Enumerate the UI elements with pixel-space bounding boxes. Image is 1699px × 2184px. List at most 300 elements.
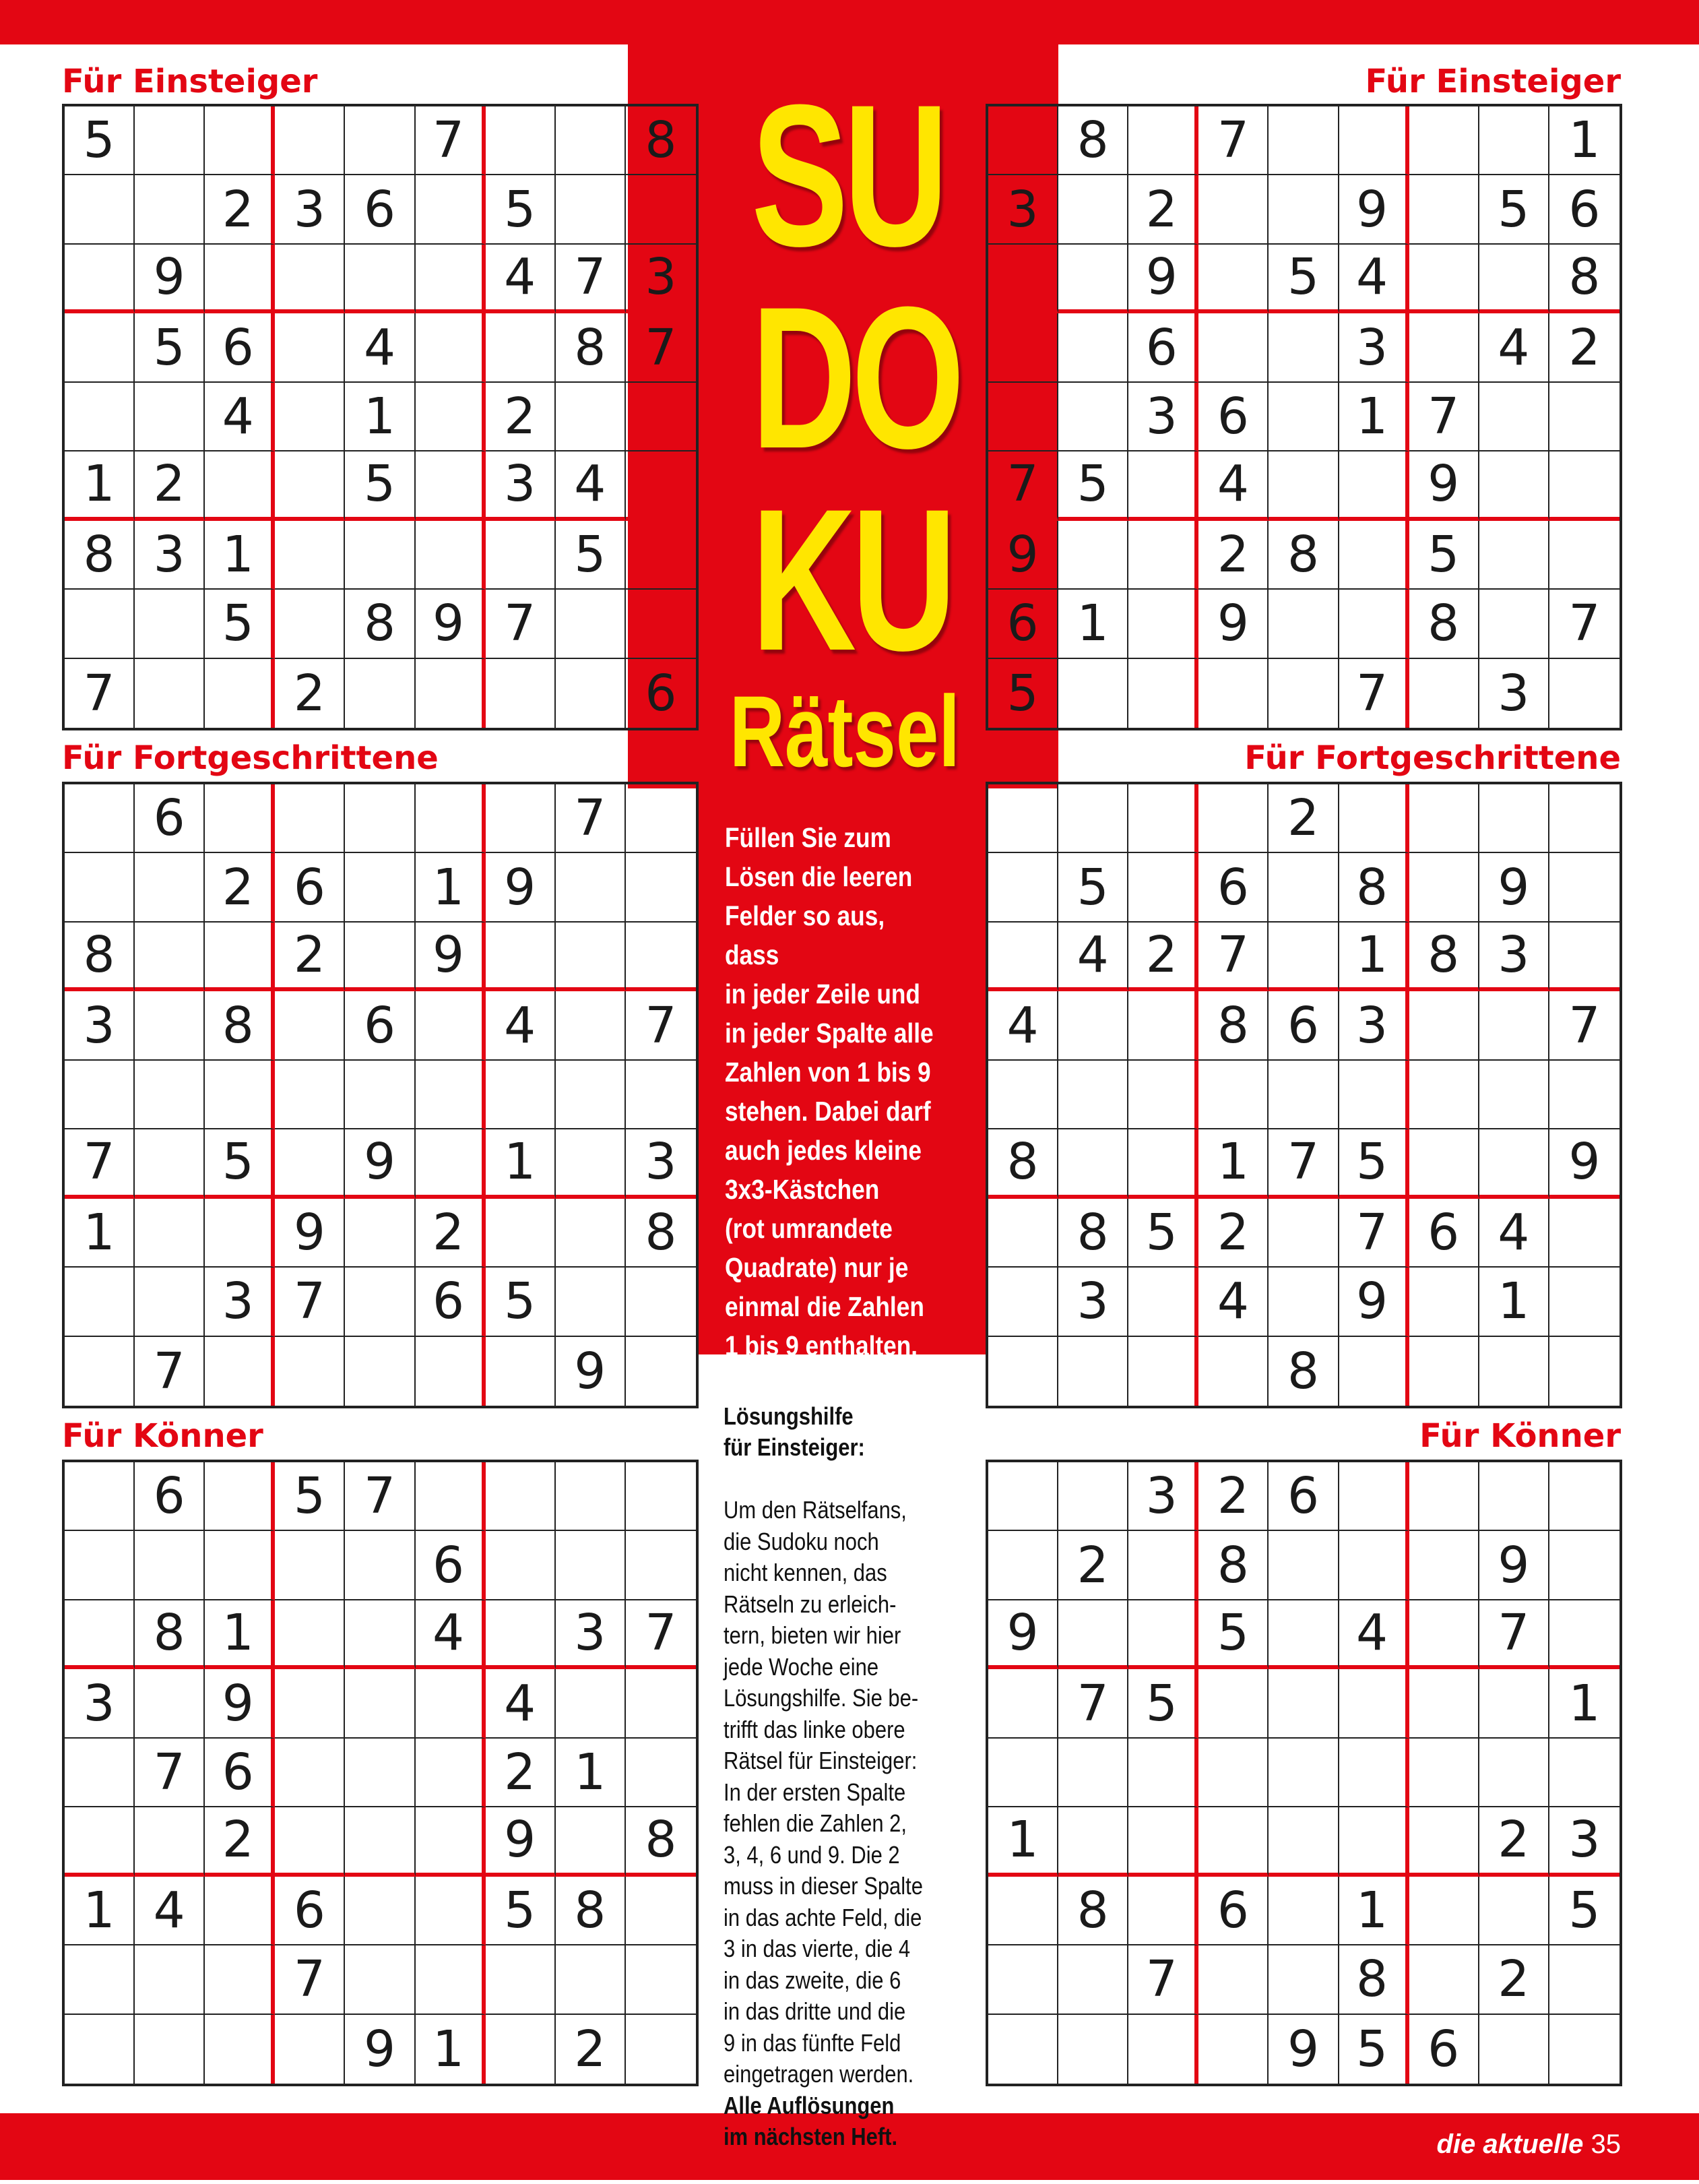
sudoku-cell[interactable]: 4 bbox=[988, 991, 1058, 1060]
sudoku-cell[interactable] bbox=[65, 590, 135, 658]
sudoku-cell[interactable]: 6 bbox=[1128, 313, 1198, 382]
sudoku-cell[interactable] bbox=[1269, 451, 1339, 520]
sudoku-cell[interactable]: 9 bbox=[988, 1600, 1058, 1669]
sudoku-cell[interactable] bbox=[275, 991, 345, 1060]
sudoku-cell[interactable]: 2 bbox=[1269, 784, 1339, 853]
sudoku-cell[interactable] bbox=[416, 451, 486, 520]
sudoku-cell[interactable]: 4 bbox=[556, 451, 626, 520]
sudoku-cell[interactable]: 7 bbox=[556, 784, 626, 853]
sudoku-cell[interactable] bbox=[1409, 1061, 1479, 1129]
sudoku-cell[interactable]: 4 bbox=[416, 1600, 486, 1669]
sudoku-cell[interactable] bbox=[1479, 2015, 1549, 2084]
sudoku-cell[interactable]: 4 bbox=[486, 245, 556, 313]
sudoku-cell[interactable] bbox=[556, 1199, 626, 1268]
sudoku-cell[interactable] bbox=[1198, 2015, 1269, 2084]
sudoku-cell[interactable] bbox=[1269, 853, 1339, 922]
sudoku-cell[interactable]: 8 bbox=[205, 991, 275, 1060]
sudoku-cell[interactable] bbox=[1339, 1462, 1409, 1531]
sudoku-cell[interactable] bbox=[135, 1945, 205, 2014]
sudoku-cell[interactable]: 2 bbox=[556, 2015, 626, 2084]
sudoku-cell[interactable] bbox=[345, 1945, 415, 2014]
sudoku-cell[interactable] bbox=[1269, 590, 1339, 658]
sudoku-cell[interactable] bbox=[416, 784, 486, 853]
sudoku-cell[interactable]: 1 bbox=[1058, 590, 1128, 658]
sudoku-cell[interactable] bbox=[135, 590, 205, 658]
sudoku-cell[interactable] bbox=[345, 521, 415, 590]
sudoku-cell[interactable]: 7 bbox=[1409, 383, 1479, 451]
sudoku-cell[interactable]: 5 bbox=[1339, 2015, 1409, 2084]
sudoku-cell[interactable]: 7 bbox=[988, 451, 1058, 520]
sudoku-cell[interactable] bbox=[275, 1531, 345, 1600]
sudoku-cell[interactable] bbox=[626, 451, 696, 520]
sudoku-cell[interactable]: 8 bbox=[1198, 1531, 1269, 1600]
sudoku-cell[interactable] bbox=[345, 1199, 415, 1268]
sudoku-cell[interactable] bbox=[486, 1531, 556, 1600]
sudoku-cell[interactable] bbox=[416, 1061, 486, 1129]
sudoku-cell[interactable]: 6 bbox=[1549, 175, 1620, 244]
sudoku-cell[interactable] bbox=[486, 1061, 556, 1129]
sudoku-cell[interactable] bbox=[988, 1061, 1058, 1129]
sudoku-cell[interactable] bbox=[205, 659, 275, 728]
sudoku-cell[interactable] bbox=[205, 1061, 275, 1129]
sudoku-cell[interactable] bbox=[626, 853, 696, 922]
sudoku-cell[interactable] bbox=[1549, 1531, 1620, 1600]
sudoku-cell[interactable] bbox=[626, 1061, 696, 1129]
sudoku-cell[interactable]: 3 bbox=[205, 1268, 275, 1336]
sudoku-cell[interactable] bbox=[626, 2015, 696, 2084]
sudoku-cell[interactable] bbox=[1409, 245, 1479, 313]
sudoku-cell[interactable] bbox=[1269, 1061, 1339, 1129]
sudoku-cell[interactable]: 9 bbox=[416, 923, 486, 991]
sudoku-cell[interactable]: 8 bbox=[135, 1600, 205, 1669]
sudoku-cell[interactable]: 9 bbox=[416, 590, 486, 658]
sudoku-cell[interactable] bbox=[626, 923, 696, 991]
sudoku-cell[interactable] bbox=[1058, 991, 1128, 1060]
sudoku-cell[interactable]: 6 bbox=[1269, 991, 1339, 1060]
sudoku-cell[interactable]: 6 bbox=[1409, 1199, 1479, 1268]
sudoku-cell[interactable]: 8 bbox=[1339, 853, 1409, 922]
sudoku-cell[interactable]: 6 bbox=[135, 784, 205, 853]
sudoku-cell[interactable] bbox=[205, 923, 275, 991]
sudoku-cell[interactable] bbox=[416, 1129, 486, 1198]
sudoku-cell[interactable]: 2 bbox=[275, 659, 345, 728]
sudoku-cell[interactable]: 4 bbox=[205, 383, 275, 451]
sudoku-cell[interactable]: 2 bbox=[486, 1739, 556, 1807]
sudoku-cell[interactable] bbox=[275, 1129, 345, 1198]
sudoku-cell[interactable]: 2 bbox=[1198, 1199, 1269, 1268]
sudoku-cell[interactable] bbox=[65, 1600, 135, 1669]
sudoku-cell[interactable] bbox=[275, 1807, 345, 1876]
sudoku-cell[interactable] bbox=[626, 1462, 696, 1531]
sudoku-cell[interactable] bbox=[65, 175, 135, 244]
sudoku-cell[interactable]: 1 bbox=[1479, 1268, 1549, 1336]
sudoku-cell[interactable]: 5 bbox=[486, 1877, 556, 1945]
sudoku-cell[interactable]: 7 bbox=[556, 245, 626, 313]
sudoku-cell[interactable] bbox=[345, 1268, 415, 1336]
sudoku-cell[interactable] bbox=[626, 1669, 696, 1738]
sudoku-cell[interactable]: 8 bbox=[556, 1877, 626, 1945]
sudoku-cell[interactable] bbox=[1409, 175, 1479, 244]
sudoku-cell[interactable] bbox=[345, 1061, 415, 1129]
sudoku-cell[interactable]: 5 bbox=[1058, 451, 1128, 520]
sudoku-cell[interactable] bbox=[1339, 1669, 1409, 1738]
sudoku-cell[interactable] bbox=[65, 853, 135, 922]
sudoku-cell[interactable]: 6 bbox=[1198, 853, 1269, 922]
sudoku-cell[interactable] bbox=[1479, 1462, 1549, 1531]
sudoku-cell[interactable] bbox=[65, 2015, 135, 2084]
sudoku-cell[interactable] bbox=[135, 2015, 205, 2084]
sudoku-cell[interactable]: 2 bbox=[205, 1807, 275, 1876]
sudoku-cell[interactable]: 6 bbox=[988, 590, 1058, 658]
sudoku-cell[interactable] bbox=[345, 1877, 415, 1945]
sudoku-cell[interactable] bbox=[1198, 659, 1269, 728]
sudoku-cell[interactable]: 3 bbox=[1479, 659, 1549, 728]
sudoku-cell[interactable] bbox=[1409, 1462, 1479, 1531]
sudoku-cell[interactable] bbox=[988, 383, 1058, 451]
sudoku-cell[interactable] bbox=[1549, 659, 1620, 728]
sudoku-cell[interactable] bbox=[205, 1199, 275, 1268]
sudoku-cell[interactable]: 3 bbox=[626, 1129, 696, 1198]
sudoku-cell[interactable]: 1 bbox=[205, 521, 275, 590]
sudoku-cell[interactable] bbox=[345, 1807, 415, 1876]
sudoku-cell[interactable]: 7 bbox=[345, 1462, 415, 1531]
sudoku-cell[interactable]: 6 bbox=[1198, 1877, 1269, 1945]
sudoku-cell[interactable]: 5 bbox=[1198, 1600, 1269, 1669]
sudoku-cell[interactable]: 8 bbox=[1058, 1199, 1128, 1268]
sudoku-cell[interactable] bbox=[1128, 2015, 1198, 2084]
sudoku-cell[interactable] bbox=[1058, 1462, 1128, 1531]
sudoku-cell[interactable] bbox=[1198, 245, 1269, 313]
sudoku-cell[interactable] bbox=[416, 175, 486, 244]
sudoku-cell[interactable] bbox=[1128, 1600, 1198, 1669]
sudoku-cell[interactable]: 4 bbox=[1479, 1199, 1549, 1268]
sudoku-cell[interactable]: 6 bbox=[205, 1739, 275, 1807]
sudoku-cell[interactable]: 3 bbox=[1339, 991, 1409, 1060]
sudoku-cell[interactable] bbox=[135, 106, 205, 175]
sudoku-cell[interactable] bbox=[135, 1129, 205, 1198]
sudoku-cell[interactable] bbox=[626, 521, 696, 590]
sudoku-cell[interactable] bbox=[988, 923, 1058, 991]
sudoku-cell[interactable]: 9 bbox=[556, 1337, 626, 1406]
sudoku-cell[interactable]: 5 bbox=[486, 1268, 556, 1336]
sudoku-cell[interactable]: 9 bbox=[345, 2015, 415, 2084]
sudoku-cell[interactable] bbox=[1269, 1669, 1339, 1738]
sudoku-cell[interactable]: 4 bbox=[486, 991, 556, 1060]
sudoku-cell[interactable] bbox=[65, 1462, 135, 1531]
sudoku-cell[interactable] bbox=[1269, 1739, 1339, 1807]
sudoku-cell[interactable] bbox=[1549, 784, 1620, 853]
sudoku-cell[interactable] bbox=[1058, 1337, 1128, 1406]
sudoku-cell[interactable] bbox=[1058, 245, 1128, 313]
sudoku-cell[interactable] bbox=[1339, 106, 1409, 175]
sudoku-cell[interactable] bbox=[416, 1945, 486, 2014]
sudoku-cell[interactable] bbox=[135, 1807, 205, 1876]
sudoku-cell[interactable] bbox=[1479, 1129, 1549, 1198]
sudoku-cell[interactable]: 7 bbox=[275, 1268, 345, 1336]
sudoku-cell[interactable]: 9 bbox=[205, 1669, 275, 1738]
sudoku-cell[interactable] bbox=[135, 659, 205, 728]
sudoku-cell[interactable] bbox=[1058, 659, 1128, 728]
sudoku-cell[interactable]: 5 bbox=[1479, 175, 1549, 244]
sudoku-cell[interactable]: 9 bbox=[1339, 1268, 1409, 1336]
sudoku-cell[interactable] bbox=[345, 659, 415, 728]
sudoku-cell[interactable]: 6 bbox=[205, 313, 275, 382]
sudoku-cell[interactable] bbox=[556, 1669, 626, 1738]
sudoku-cell[interactable] bbox=[1198, 313, 1269, 382]
sudoku-cell[interactable]: 4 bbox=[1339, 1600, 1409, 1669]
sudoku-cell[interactable] bbox=[1549, 1739, 1620, 1807]
sudoku-cell[interactable] bbox=[345, 1337, 415, 1406]
sudoku-cell[interactable] bbox=[988, 1945, 1058, 2014]
sudoku-cell[interactable] bbox=[345, 1531, 415, 1600]
sudoku-cell[interactable]: 2 bbox=[205, 853, 275, 922]
sudoku-cell[interactable] bbox=[486, 1337, 556, 1406]
sudoku-cell[interactable]: 2 bbox=[1128, 923, 1198, 991]
sudoku-cell[interactable]: 2 bbox=[486, 383, 556, 451]
sudoku-cell[interactable]: 1 bbox=[345, 383, 415, 451]
sudoku-cell[interactable] bbox=[1269, 1199, 1339, 1268]
sudoku-cell[interactable]: 5 bbox=[1339, 1129, 1409, 1198]
sudoku-cell[interactable] bbox=[626, 175, 696, 244]
sudoku-cell[interactable] bbox=[626, 1739, 696, 1807]
sudoku-cell[interactable] bbox=[626, 784, 696, 853]
sudoku-cell[interactable]: 3 bbox=[1128, 383, 1198, 451]
sudoku-cell[interactable] bbox=[1269, 313, 1339, 382]
sudoku-cell[interactable] bbox=[626, 1268, 696, 1336]
sudoku-cell[interactable] bbox=[416, 659, 486, 728]
sudoku-cell[interactable]: 4 bbox=[1058, 923, 1128, 991]
sudoku-cell[interactable] bbox=[1128, 1129, 1198, 1198]
sudoku-cell[interactable] bbox=[486, 1600, 556, 1669]
sudoku-cell[interactable]: 5 bbox=[1409, 521, 1479, 590]
sudoku-cell[interactable] bbox=[416, 1877, 486, 1945]
sudoku-cell[interactable]: 6 bbox=[275, 853, 345, 922]
sudoku-cell[interactable] bbox=[135, 923, 205, 991]
sudoku-cell[interactable] bbox=[65, 1945, 135, 2014]
sudoku-cell[interactable]: 4 bbox=[1198, 1268, 1269, 1336]
sudoku-cell[interactable]: 5 bbox=[1549, 1877, 1620, 1945]
sudoku-cell[interactable] bbox=[486, 659, 556, 728]
sudoku-cell[interactable]: 9 bbox=[1269, 2015, 1339, 2084]
sudoku-cell[interactable]: 6 bbox=[1409, 2015, 1479, 2084]
sudoku-cell[interactable] bbox=[1409, 991, 1479, 1060]
sudoku-cell[interactable] bbox=[1409, 1531, 1479, 1600]
sudoku-cell[interactable]: 2 bbox=[1058, 1531, 1128, 1600]
sudoku-cell[interactable]: 5 bbox=[988, 659, 1058, 728]
sudoku-cell[interactable] bbox=[1269, 1531, 1339, 1600]
sudoku-cell[interactable]: 5 bbox=[1058, 853, 1128, 922]
sudoku-cell[interactable]: 9 bbox=[275, 1199, 345, 1268]
sudoku-cell[interactable]: 3 bbox=[275, 175, 345, 244]
sudoku-cell[interactable] bbox=[135, 1669, 205, 1738]
sudoku-cell[interactable] bbox=[486, 521, 556, 590]
sudoku-cell[interactable]: 8 bbox=[1198, 991, 1269, 1060]
sudoku-cell[interactable]: 1 bbox=[1339, 1877, 1409, 1945]
sudoku-cell[interactable] bbox=[1128, 784, 1198, 853]
sudoku-cell[interactable] bbox=[1128, 659, 1198, 728]
sudoku-cell[interactable] bbox=[1269, 923, 1339, 991]
sudoku-cell[interactable]: 9 bbox=[1479, 1531, 1549, 1600]
sudoku-cell[interactable] bbox=[1409, 1129, 1479, 1198]
sudoku-cell[interactable] bbox=[345, 1739, 415, 1807]
sudoku-cell[interactable]: 5 bbox=[556, 521, 626, 590]
sudoku-cell[interactable] bbox=[1058, 1600, 1128, 1669]
sudoku-cell[interactable]: 3 bbox=[626, 245, 696, 313]
sudoku-cell[interactable] bbox=[65, 1061, 135, 1129]
sudoku-cell[interactable] bbox=[1339, 1337, 1409, 1406]
sudoku-cell[interactable] bbox=[135, 175, 205, 244]
sudoku-cell[interactable] bbox=[1269, 106, 1339, 175]
sudoku-cell[interactable] bbox=[345, 784, 415, 853]
sudoku-cell[interactable] bbox=[1409, 106, 1479, 175]
sudoku-cell[interactable]: 8 bbox=[556, 313, 626, 382]
sudoku-cell[interactable] bbox=[275, 1061, 345, 1129]
sudoku-cell[interactable] bbox=[988, 1669, 1058, 1738]
sudoku-cell[interactable]: 6 bbox=[345, 991, 415, 1060]
sudoku-cell[interactable] bbox=[1269, 1600, 1339, 1669]
sudoku-cell[interactable] bbox=[1058, 2015, 1128, 2084]
sudoku-cell[interactable] bbox=[486, 106, 556, 175]
sudoku-cell[interactable] bbox=[205, 2015, 275, 2084]
sudoku-cell[interactable]: 1 bbox=[65, 451, 135, 520]
sudoku-cell[interactable]: 8 bbox=[1058, 1877, 1128, 1945]
sudoku-cell[interactable] bbox=[556, 659, 626, 728]
sudoku-cell[interactable] bbox=[486, 923, 556, 991]
sudoku-cell[interactable] bbox=[275, 383, 345, 451]
sudoku-cell[interactable] bbox=[1409, 784, 1479, 853]
sudoku-cell[interactable] bbox=[1198, 1945, 1269, 2014]
sudoku-cell[interactable] bbox=[1479, 521, 1549, 590]
sudoku-cell[interactable]: 8 bbox=[626, 1807, 696, 1876]
sudoku-cell[interactable] bbox=[626, 1945, 696, 2014]
sudoku-cell[interactable] bbox=[275, 451, 345, 520]
sudoku-cell[interactable] bbox=[135, 1199, 205, 1268]
sudoku-cell[interactable]: 1 bbox=[486, 1129, 556, 1198]
sudoku-cell[interactable] bbox=[988, 313, 1058, 382]
sudoku-cell[interactable] bbox=[1269, 1945, 1339, 2014]
sudoku-cell[interactable] bbox=[205, 1877, 275, 1945]
sudoku-cell[interactable] bbox=[1339, 1807, 1409, 1876]
sudoku-cell[interactable]: 7 bbox=[275, 1945, 345, 2014]
sudoku-cell[interactable]: 2 bbox=[1198, 521, 1269, 590]
sudoku-cell[interactable] bbox=[416, 1337, 486, 1406]
sudoku-cell[interactable] bbox=[1479, 106, 1549, 175]
sudoku-cell[interactable] bbox=[1409, 853, 1479, 922]
sudoku-cell[interactable]: 1 bbox=[65, 1877, 135, 1945]
sudoku-cell[interactable] bbox=[416, 1739, 486, 1807]
sudoku-cell[interactable] bbox=[135, 1531, 205, 1600]
sudoku-cell[interactable]: 7 bbox=[1269, 1129, 1339, 1198]
sudoku-cell[interactable]: 1 bbox=[416, 2015, 486, 2084]
sudoku-cell[interactable] bbox=[988, 1268, 1058, 1336]
sudoku-cell[interactable] bbox=[345, 853, 415, 922]
sudoku-cell[interactable]: 3 bbox=[1479, 923, 1549, 991]
sudoku-cell[interactable] bbox=[1198, 784, 1269, 853]
sudoku-cell[interactable] bbox=[1058, 1739, 1128, 1807]
sudoku-cell[interactable] bbox=[1128, 1531, 1198, 1600]
sudoku-cell[interactable] bbox=[1409, 313, 1479, 382]
sudoku-cell[interactable] bbox=[1269, 1268, 1339, 1336]
sudoku-cell[interactable]: 8 bbox=[345, 590, 415, 658]
sudoku-cell[interactable]: 6 bbox=[275, 1877, 345, 1945]
sudoku-cell[interactable]: 5 bbox=[1128, 1669, 1198, 1738]
sudoku-cell[interactable] bbox=[416, 245, 486, 313]
sudoku-cell[interactable] bbox=[556, 1462, 626, 1531]
sudoku-cell[interactable]: 2 bbox=[1128, 175, 1198, 244]
sudoku-cell[interactable] bbox=[345, 1669, 415, 1738]
sudoku-cell[interactable] bbox=[275, 1669, 345, 1738]
sudoku-cell[interactable] bbox=[556, 590, 626, 658]
sudoku-cell[interactable] bbox=[556, 1061, 626, 1129]
sudoku-cell[interactable]: 3 bbox=[1128, 1462, 1198, 1531]
sudoku-cell[interactable] bbox=[626, 383, 696, 451]
sudoku-cell[interactable]: 8 bbox=[626, 106, 696, 175]
sudoku-cell[interactable] bbox=[988, 1877, 1058, 1945]
sudoku-cell[interactable] bbox=[416, 313, 486, 382]
sudoku-cell[interactable] bbox=[1479, 1337, 1549, 1406]
sudoku-cell[interactable] bbox=[556, 1945, 626, 2014]
sudoku-cell[interactable] bbox=[1479, 1739, 1549, 1807]
sudoku-cell[interactable]: 2 bbox=[275, 923, 345, 991]
sudoku-cell[interactable] bbox=[556, 853, 626, 922]
sudoku-cell[interactable] bbox=[486, 2015, 556, 2084]
sudoku-cell[interactable]: 1 bbox=[1198, 1129, 1269, 1198]
sudoku-cell[interactable]: 1 bbox=[205, 1600, 275, 1669]
sudoku-cell[interactable] bbox=[1058, 383, 1128, 451]
sudoku-cell[interactable] bbox=[1479, 991, 1549, 1060]
sudoku-cell[interactable]: 8 bbox=[1269, 1337, 1339, 1406]
sudoku-cell[interactable]: 7 bbox=[65, 659, 135, 728]
sudoku-cell[interactable]: 4 bbox=[1339, 245, 1409, 313]
sudoku-cell[interactable] bbox=[65, 1807, 135, 1876]
sudoku-cell[interactable]: 6 bbox=[1198, 383, 1269, 451]
sudoku-cell[interactable] bbox=[556, 1129, 626, 1198]
sudoku-cell[interactable] bbox=[416, 1807, 486, 1876]
sudoku-cell[interactable] bbox=[988, 106, 1058, 175]
sudoku-cell[interactable] bbox=[1269, 175, 1339, 244]
sudoku-cell[interactable] bbox=[205, 106, 275, 175]
sudoku-cell[interactable] bbox=[1128, 1877, 1198, 1945]
sudoku-cell[interactable] bbox=[1409, 1600, 1479, 1669]
sudoku-cell[interactable] bbox=[1058, 784, 1128, 853]
sudoku-cell[interactable] bbox=[1269, 1807, 1339, 1876]
sudoku-cell[interactable] bbox=[1198, 175, 1269, 244]
sudoku-cell[interactable] bbox=[1549, 2015, 1620, 2084]
sudoku-cell[interactable]: 1 bbox=[1339, 383, 1409, 451]
sudoku-cell[interactable] bbox=[275, 590, 345, 658]
sudoku-cell[interactable] bbox=[556, 1807, 626, 1876]
sudoku-cell[interactable]: 3 bbox=[1339, 313, 1409, 382]
sudoku-cell[interactable]: 9 bbox=[1549, 1129, 1620, 1198]
sudoku-cell[interactable]: 2 bbox=[1549, 313, 1620, 382]
sudoku-cell[interactable] bbox=[1479, 1669, 1549, 1738]
sudoku-cell[interactable]: 2 bbox=[1198, 1462, 1269, 1531]
sudoku-cell[interactable] bbox=[1128, 991, 1198, 1060]
sudoku-cell[interactable] bbox=[135, 853, 205, 922]
sudoku-cell[interactable] bbox=[1128, 1268, 1198, 1336]
sudoku-cell[interactable] bbox=[988, 1199, 1058, 1268]
sudoku-cell[interactable] bbox=[65, 245, 135, 313]
sudoku-cell[interactable]: 7 bbox=[626, 313, 696, 382]
sudoku-cell[interactable]: 8 bbox=[1409, 923, 1479, 991]
sudoku-cell[interactable] bbox=[135, 991, 205, 1060]
sudoku-cell[interactable] bbox=[1198, 1807, 1269, 1876]
sudoku-cell[interactable] bbox=[345, 1600, 415, 1669]
sudoku-cell[interactable] bbox=[275, 106, 345, 175]
sudoku-cell[interactable] bbox=[1339, 590, 1409, 658]
sudoku-cell[interactable]: 7 bbox=[1549, 590, 1620, 658]
sudoku-cell[interactable] bbox=[626, 590, 696, 658]
